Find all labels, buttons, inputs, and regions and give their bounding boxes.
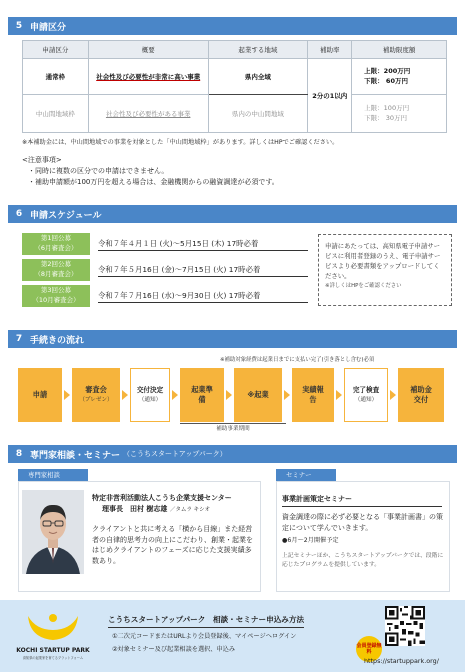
table-row: [23, 95, 447, 133]
flow-step-preparation: 起業準備: [180, 368, 224, 422]
arrow-icon: [172, 390, 178, 400]
seminar-label: セミナー: [276, 469, 336, 481]
caution-list: [22, 155, 279, 188]
flow-step-report: 実績報告: [292, 368, 334, 422]
section-5-header: [8, 17, 457, 35]
limit-cell: [352, 59, 447, 95]
arrow-icon: [122, 390, 128, 400]
section-number: 6: [15, 209, 23, 219]
section-7-header: [8, 330, 457, 348]
column-header: 申請区分: [23, 41, 89, 59]
section-subtitle: （こうちスタートアップパーク）: [123, 450, 227, 458]
table-row: [23, 59, 447, 95]
region-cell: 県内の中山間地域: [208, 95, 308, 133]
limit-upper: 上限：100万円: [364, 103, 410, 112]
round-date: 令和７年５月16日 (金)～7月15日 (火) 17時必着: [98, 264, 308, 277]
section-number: 8: [15, 449, 23, 459]
seminar-note: 上記セミナーほか、こうちスタートアップパークでは、段階に応じたプログラムを提供しています。: [282, 553, 444, 568]
arrow-icon: [390, 390, 396, 400]
section-title: 申請スケジュール: [30, 210, 102, 221]
flow-note: ※補助対象経費は起業日までに支払い完了(引き落とし含む)必須: [220, 357, 375, 363]
category-cell: 中山間地域枠: [23, 95, 89, 133]
limit-upper: 上限：200万円: [364, 66, 411, 75]
section-title: 専門家相談・セミナー: [30, 450, 121, 461]
column-header: 補助限度額: [352, 41, 447, 59]
round-label: 第3回公募 （10月審査会）: [22, 285, 90, 307]
expert-label: 専門家相談: [18, 469, 88, 481]
limit-lower: 下限： 30万円: [364, 113, 408, 122]
limit-lower: 下限： 60万円: [364, 76, 408, 85]
round-label: 第1回公募 （6月審査会）: [22, 233, 90, 255]
caution-item: ・同時に複数の区分での申請はできません。: [28, 167, 169, 175]
expert-description: クライアントと共に考える「横から目線」また経営者の自律的思考力の向上にこだわり、創業・起業をはじめクライアントのフェーズに応じた支援実績多数あり。: [92, 525, 253, 565]
caution-item: ・補助申請額が100万円を超える場合は、金融機関からの融資調達が必須です。: [28, 178, 279, 186]
column-header: 補助率: [308, 41, 352, 59]
schedule-row: [22, 233, 308, 255]
section-5-note: ※本補助金には、中山間地域での事業を対象とした「中山間地域枠」があります。詳しくはHPでご確認ください。: [22, 139, 339, 146]
rate-cell: 2分の1以内: [308, 59, 352, 133]
caution-title: <注意事項>: [22, 156, 62, 164]
column-header: 概要: [88, 41, 208, 59]
section-number: 5: [15, 21, 23, 31]
flow-step-review: 審査会 （プレゼン）: [72, 368, 120, 422]
flow-step-startup: ※起業: [234, 368, 282, 422]
application-category-table: [22, 40, 447, 133]
section-title: 手続きの流れ: [30, 335, 85, 346]
summary-cell: 社会性及び必要性が非常に高い事業: [88, 59, 208, 95]
round-date: 令和７年７月16日 (水)～9月30日 (火) 17時必着: [98, 290, 308, 303]
expert-name: 理事長 田村 樹志雄 ／タムラ キシオ: [102, 505, 211, 513]
footer-step-1: ①二次元コードまたはURLより会員登録後、マイページへログイン: [112, 633, 297, 640]
round-label: 第2回公募 （8月審査会）: [22, 259, 90, 281]
flow-step-grant-decision: 交付決定 （通知）: [130, 368, 170, 422]
free-registration-badge: 会員登録無料: [356, 636, 382, 662]
limit-cell: [352, 95, 447, 133]
footer-title: こうちスタートアップパーク 相談・セミナー申込み方法: [108, 614, 304, 628]
seminar-title: 事業計画策定セミナー: [282, 494, 442, 507]
schedule-row: [22, 285, 308, 307]
seminar-description: 資金調達の際に必ず必要となる「事業計画書」の策定について学んでいきます。: [282, 513, 443, 532]
round-date: 令和７年４月１日 (火)～5月15日 (木) 17時必着: [98, 238, 308, 251]
footer-url-link[interactable]: https://startuppark.org/: [364, 657, 439, 665]
summary-cell: 社会性及び必要性がある事業: [88, 95, 208, 133]
flow-step-apply: 申請: [18, 368, 62, 422]
schedule-row: [22, 259, 308, 281]
period-label: 補助事業期間: [216, 426, 250, 432]
seminar-schedule: ●6月～2月開催予定: [282, 537, 339, 544]
section-title: 申請区分: [30, 22, 67, 33]
svg-text:高知県の起業家を育てるプラットフォーム: 高知県の起業家を育てるプラットフォーム: [22, 656, 84, 660]
e-application-note: 申請にあたっては、高知県電子申請サービスに利用者登録のうえ、電子申請サービスより必要書類をアップロードしてください。 ※詳しくはHPをご確認ください: [318, 234, 452, 306]
expert-photo: [22, 490, 84, 574]
flow-step-inspection: 完了検査 （通知）: [344, 368, 388, 422]
category-cell: 通常枠: [23, 59, 89, 95]
table-header-row: [23, 41, 447, 59]
arrow-icon: [64, 390, 70, 400]
section-6-header: [8, 205, 457, 223]
qr-code-icon[interactable]: [385, 606, 425, 646]
column-header: 起業する地域: [208, 41, 308, 59]
flow-step-payment: 補助金交付: [398, 368, 444, 422]
svg-text:KOCHI STARTUP PARK: KOCHI STARTUP PARK: [16, 647, 90, 654]
region-cell: 県内全域: [208, 59, 308, 95]
kochi-startup-park-logo: [12, 608, 94, 664]
arrow-icon: [336, 390, 342, 400]
footer-step-2: ②対象セミナー及び起業相談を選択、申込み: [112, 646, 236, 653]
arrow-icon: [226, 390, 232, 400]
section-8-header: [8, 445, 457, 463]
section-number: 7: [15, 334, 23, 344]
expert-organization: 特定非営利活動法人こうち企業支援センター: [92, 494, 232, 502]
arrow-icon: [284, 390, 290, 400]
